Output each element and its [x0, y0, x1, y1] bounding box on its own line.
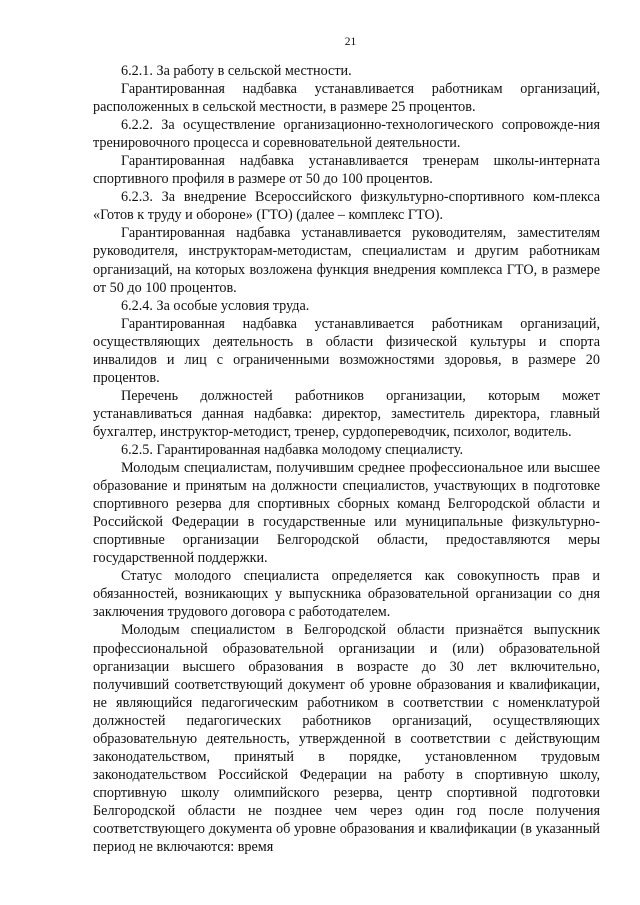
section-6-2-5-heading: 6.2.5. Гарантированная надбавка молодому специалисту.: [121, 441, 464, 458]
section-6-2-1-text: Гарантированная надбавка устанавливается работникам организаций, расположенных в сельской местности, в размере 25 процентов.: [93, 81, 600, 116]
section-6-2-4-heading: 6.2.4. За особые условия труда.: [121, 297, 310, 314]
section-6-2-1-heading: 6.2.1. За работу в сельской местности.: [121, 63, 352, 79]
page-number: 21: [344, 36, 357, 48]
section-6-2-5-definition: Молодым специалистом в Белгородской области признаётся выпускник профессиональной образовательной организации и (или) образовательной организации высшего образования в возрасте до 30 лет включительно, получивший соответствующий документ об уровне образования и квалификации, не являющийся педагогическим работником в соответствии с номенклатурой должностей педагогических работников организаций, осуществляющих образовательную деятельность, утвержденной в соответствии с действующим законодательством, принятый в порядке, установленном трудовым законодательством Российской Федерации на работу в спортивную школу, спортивную школу олимпийского резерва, центр спортивной подготовки Белгородской области не позднее чем через один год после получения соответствующего документа об уровне образования и квалификации (в указанный период не включаются: время: [93, 622, 600, 856]
section-6-2-2-text: Гарантированная надбавка устанавливается тренерам школы-интерната спортивного профиля в размере от 50 до 100 процентов.: [93, 153, 600, 188]
section-6-2-5-status: Статус молодого специалиста определяется как совокупность прав и обязанностей, возникающих у выпускника образовательной организации со дня заключения трудового договора с работодателем.: [93, 568, 600, 621]
section-6-2-5-text: Молодым специалистам, получившим среднее профессиональное или высшее образование и принятым на должности специалистов, участвующих в подготовке спортивного резерва для спортивных сборных команд Белгородской области и Российской Федерации в государственные или муниципальные физкультурно-спортивные организации Белгородской области, предоставляются меры государственной поддержки.: [93, 460, 600, 567]
section-6-2-3-heading: 6.2.3. За внедрение Всероссийского физкультурно-спортивного ком-плекса «Готов к труду и обороне» (ГТО) (далее – комплекс ГТО).: [93, 189, 600, 224]
section-6-2-3-text: Гарантированная надбавка устанавливается руководителям, заместителям руководителя, инструкторам-методистам, специалистам и другим работникам организаций, на которых возложена функция внедрения комплекса ГТО, в размере от 50 до 100 процентов.: [93, 225, 600, 296]
section-6-2-2-heading: 6.2.2. За осуществление организационно-технологического сопровожде-ния тренировочного процесса и соревновательной деятельности.: [93, 117, 600, 152]
section-6-2-4-positions: Перечень должностей работников организации, которым может устанавливаться данная надбавка: директор, заместитель директора, главный бухгалтер, инструктор-методист, тренер, сурдопереводчик, психолог, водитель.: [93, 387, 600, 440]
section-6-2-4-text: Гарантированная надбавка устанавливается работникам организаций, осуществляющих деятельность в области физической культуры и спорта инвалидов и лиц с ограниченными возможностями здоровья, в размере 20 процентов.: [93, 315, 600, 386]
